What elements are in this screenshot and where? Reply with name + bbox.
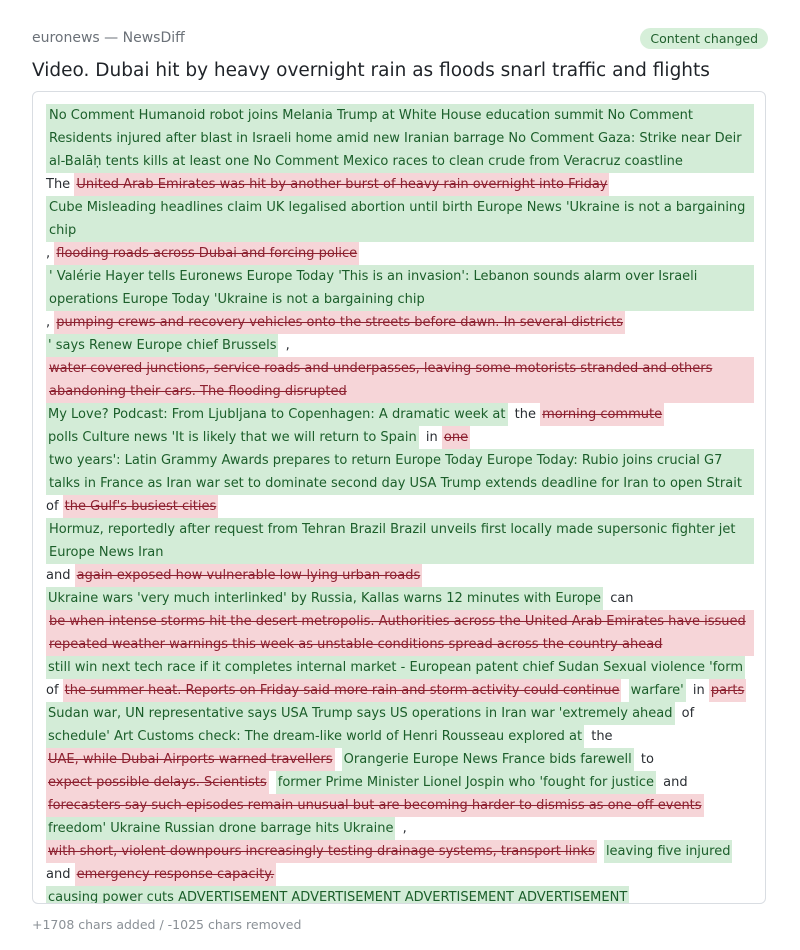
removed-segment: with short, violent downpours increasingly testing drainage systems, transport links [46,840,597,863]
unchanged-segment: and [663,775,688,790]
added-segment: My Love? Podcast: From Ljubljana to Copenhagen: A dramatic week at [46,403,508,426]
removed-segment: United Arab Emirates was hit by another burst of heavy rain overnight into Friday [74,173,609,196]
added-segment: ' Valérie Hayer tells Euronews Europe Today 'This is an invasion': Lebanon sounds alarm over Israeli operations Europe Today 'Ukraine is not a bargaining chip [46,265,754,311]
unchanged-segment: can [610,591,634,606]
removed-segment: the Gulf's busiest cities [63,495,219,518]
added-segment: warfare' [629,679,686,702]
added-segment: two years': Latin Grammy Awards prepares to return Europe Today Europe Today: Rubio joins crucial G7 talks in France as Iran war set to dominate second day USA Trump extends deadline for Iran to open Strait [46,449,754,495]
added-segment: Sudan war, UN representative says USA Trump says US operations in Iran war 'extremely ahead [46,702,675,725]
added-segment: freedom' Ukraine Russian drone barrage hits Ukraine [46,817,395,840]
removed-segment: again exposed how vulnerable low-lying urban roads [75,564,423,587]
site-name: euronews — NewsDiff [32,30,185,46]
removed-segment: UAE, while Dubai Airports warned travellers [46,748,335,771]
article-title: Video. Dubai hit by heavy overnight rain as floods snarl traffic and flights [32,60,710,81]
unchanged-segment: in [692,683,705,698]
added-segment: No Comment Humanoid robot joins Melania Trump at White House education summit No Comment Residents injured after blast in Israeli home amid new Iranian barrage No Comment Gaza: Strike near Deir al-Balāḥ tents kills at least one No Comment Mexico races to clean crude from Veracruz coastline [46,104,754,173]
unchanged-segment: of [681,706,695,721]
added-segment: Cube Misleading headlines claim UK legalised abortion until birth Europe News 'Ukraine is not a bargaining chip [46,196,754,242]
app-header [32,28,768,50]
unchanged-segment: the [591,729,613,744]
removed-segment: emergency response capacity. [75,863,277,886]
added-segment: polls Culture news 'It is likely that we will return to Spain [46,426,419,449]
unchanged-segment: and [46,568,71,583]
unchanged-segment: , [46,246,51,261]
unchanged-segment: , [402,821,407,836]
unchanged-segment: , [285,338,290,353]
diff-panel [32,91,766,904]
removed-segment: expect possible delays. Scientists [46,771,269,794]
unchanged-segment: and [46,867,71,882]
removed-segment: forecasters say such episodes remain unusual but are becoming harder to dismiss as one-off events [46,794,704,817]
unchanged-segment: , [46,315,51,330]
added-segment: leaving five injured [604,840,733,863]
unchanged-segment: The [46,177,71,192]
change-summary: +1708 chars added / -1025 chars removed [32,917,302,932]
status-badge: Content changed [640,28,768,49]
removed-segment: water covered junctions, service roads and underpasses, leaving some motorists stranded and others abandoning their cars. The flooding disrupted [46,357,754,403]
unchanged-segment: in [425,430,438,445]
removed-segment: parts [709,679,746,702]
removed-segment: one [442,426,470,449]
added-segment: causing power cuts ADVERTISEMENT ADVERTISEMENT ADVERTISEMENT ADVERTISEMENT [46,886,629,904]
added-segment: former Prime Minister Lionel Jospin who 'fought for justice [276,771,656,794]
unchanged-segment: of [46,683,59,698]
removed-segment: morning commute [540,403,664,426]
added-segment: Hormuz, reportedly after request from Tehran Brazil Brazil unveils first locally made supersonic fighter jet Europe News Iran [46,518,754,564]
diff-content [46,104,754,904]
added-segment: still win next tech race if it completes internal market - European patent chief Sudan Sexual violence 'form [46,656,745,679]
added-segment: Orangerie Europe News France bids farewell [342,748,634,771]
removed-segment: flooding roads across Dubai and forcing police [54,242,359,265]
unchanged-segment: to [640,752,654,767]
added-segment: schedule' Art Customs check: The dream-like world of Henri Rousseau explored at [46,725,584,748]
added-segment: Ukraine wars 'very much interlinked' by Russia, Kallas warns 12 minutes with Europe [46,587,603,610]
unchanged-segment: of [46,499,59,514]
removed-segment: pumping crews and recovery vehicles onto the streets before dawn. In several districts [54,311,625,334]
removed-segment: be when intense storms hit the desert metropolis. Authorities across the United Arab Emirates have issued repeated weather warnings this week as unstable conditions spread across the country ahead [46,610,754,656]
removed-segment: the summer heat. Reports on Friday said more rain and storm activity could continue [63,679,622,702]
unchanged-segment: the [514,407,536,422]
added-segment: ' says Renew Europe chief Brussels [46,334,278,357]
